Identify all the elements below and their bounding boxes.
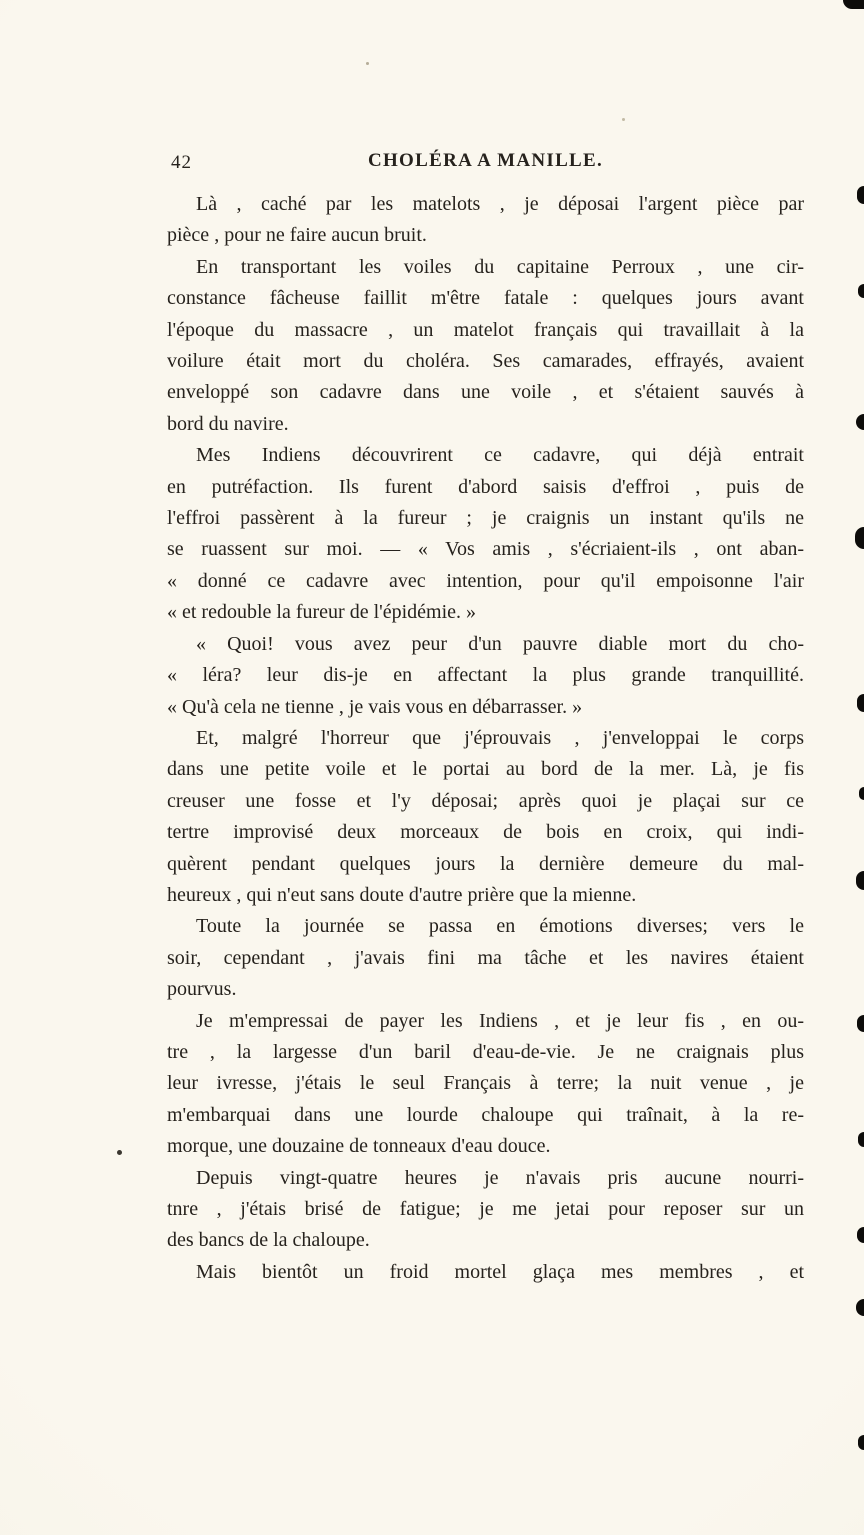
text-line: Mais bientôt un froid mortel glaça mes membres , et bbox=[196, 1260, 804, 1283]
text-line: morque, une douzaine de tonneaux d'eau douce. bbox=[167, 1135, 551, 1158]
text-line: Toute la journée se passa en émotions diverses; vers le bbox=[196, 915, 804, 938]
paragraph bbox=[167, 189, 804, 252]
text-line: soir, cependant , j'avais fini ma tâche et les navires étaient bbox=[167, 946, 804, 969]
running-title: CHOLÉRA A MANILLE. bbox=[367, 150, 604, 171]
page-header bbox=[167, 150, 804, 180]
text-line: m'embarquai dans une lourde chaloupe qui traînait, à la re- bbox=[167, 1103, 804, 1126]
page-number: 42 bbox=[171, 152, 192, 173]
scan-ink-mark bbox=[856, 414, 864, 430]
text-line: l'époque du massacre , un matelot français qui travaillait à la bbox=[167, 318, 804, 341]
scan-ink-corner bbox=[843, 0, 864, 9]
text-line: des bancs de la chaloupe. bbox=[167, 1229, 370, 1252]
text-line: en putréfaction. Ils furent d'abord saisis d'effroi , puis de bbox=[167, 475, 804, 498]
scan-ink-mark bbox=[857, 186, 864, 204]
text-line: tre , la largesse d'un baril d'eau-de-vie. Je ne craignais plus bbox=[167, 1040, 804, 1063]
scan-ink-mark bbox=[859, 787, 864, 800]
scan-ink-mark bbox=[858, 1435, 864, 1450]
text-line: « léra? leur dis-je en affectant la plus grande tranquillité. bbox=[167, 664, 804, 687]
text-line: leur ivresse, j'étais le seul Français à terre; la nuit venue , je bbox=[167, 1072, 804, 1095]
text-line: Et, malgré l'horreur que j'éprouvais , j'enveloppai le corps bbox=[196, 726, 804, 749]
paper-speck bbox=[117, 1150, 122, 1155]
text-column bbox=[167, 150, 804, 1288]
text-line: « donné ce cadavre avec intention, pour qu'il empoisonne l'air bbox=[167, 569, 804, 592]
text-line: voilure était mort du choléra. Ses camarades, effrayés, avaient bbox=[167, 350, 804, 373]
text-line: quèrent pendant quelques jours la dernière demeure du mal- bbox=[167, 852, 804, 875]
text-line: bord du navire. bbox=[167, 412, 289, 435]
paragraph bbox=[167, 911, 804, 1005]
paper-speck bbox=[366, 62, 369, 65]
text-line: Là , caché par les matelots , je déposai l'argent pièce par bbox=[196, 193, 804, 215]
text-line: enveloppé son cadavre dans une voile , et s'étaient sauvés à bbox=[167, 381, 804, 404]
text-line: « Qu'à cela ne tienne , je vais vous en débarrasser. » bbox=[167, 695, 583, 718]
text-line: « Quoi! vous avez peur d'un pauvre diable mort du cho- bbox=[196, 632, 804, 655]
paragraph bbox=[167, 1257, 804, 1288]
paragraph bbox=[167, 252, 804, 440]
text-line: tnre , j'étais brisé de fatigue; je me jetai pour reposer sur un bbox=[167, 1198, 804, 1220]
paragraph bbox=[167, 440, 804, 628]
text-line: tertre improvisé deux morceaux de bois en croix, qui indi- bbox=[167, 821, 804, 844]
scan-ink-mark bbox=[855, 527, 864, 549]
text-line: constance fâcheuse faillit m'être fatale : quelques jours avant bbox=[167, 287, 804, 310]
paragraph bbox=[167, 629, 804, 723]
text-line: En transportant les voiles du capitaine Perroux , une cir- bbox=[196, 255, 804, 278]
paper-speck bbox=[622, 118, 625, 121]
text-line: « et redouble la fureur de l'épidémie. » bbox=[167, 601, 477, 624]
text-line: pourvus. bbox=[167, 978, 237, 1001]
scan-ink-mark bbox=[858, 284, 864, 298]
text-line: dans une petite voile et le portai au bord de la mer. Là, je fis bbox=[167, 758, 804, 781]
scan-ink-mark bbox=[857, 1227, 864, 1243]
page-text bbox=[167, 189, 804, 1288]
text-line: se ruassent sur moi. — « Vos amis , s'écriaient-ils , ont aban- bbox=[167, 538, 804, 561]
text-line: pièce , pour ne faire aucun bruit. bbox=[167, 224, 427, 247]
scan-ink-mark bbox=[857, 694, 864, 712]
text-line: l'effroi passèrent à la fureur ; je craignis un instant qu'ils ne bbox=[167, 507, 804, 530]
scan-ink-mark bbox=[858, 1132, 864, 1147]
text-line: Je m'empressai de payer les Indiens , et je leur fis , en ou- bbox=[196, 1009, 804, 1032]
text-line: heureux , qui n'eut sans doute d'autre prière que la mienne. bbox=[167, 883, 637, 906]
scan-ink-mark bbox=[857, 1015, 864, 1032]
paragraph bbox=[167, 1006, 804, 1163]
text-line: Mes Indiens découvrirent ce cadavre, qui déjà entrait bbox=[196, 444, 804, 467]
paragraph bbox=[167, 1163, 804, 1257]
paragraph bbox=[167, 723, 804, 911]
text-line: Depuis vingt-quatre heures je n'avais pris aucune nourri- bbox=[196, 1166, 804, 1189]
text-line: creuser une fosse et l'y déposai; après quoi je plaçai sur ce bbox=[167, 789, 804, 812]
scan-ink-mark bbox=[856, 1299, 864, 1316]
scan-ink-mark bbox=[856, 871, 864, 890]
